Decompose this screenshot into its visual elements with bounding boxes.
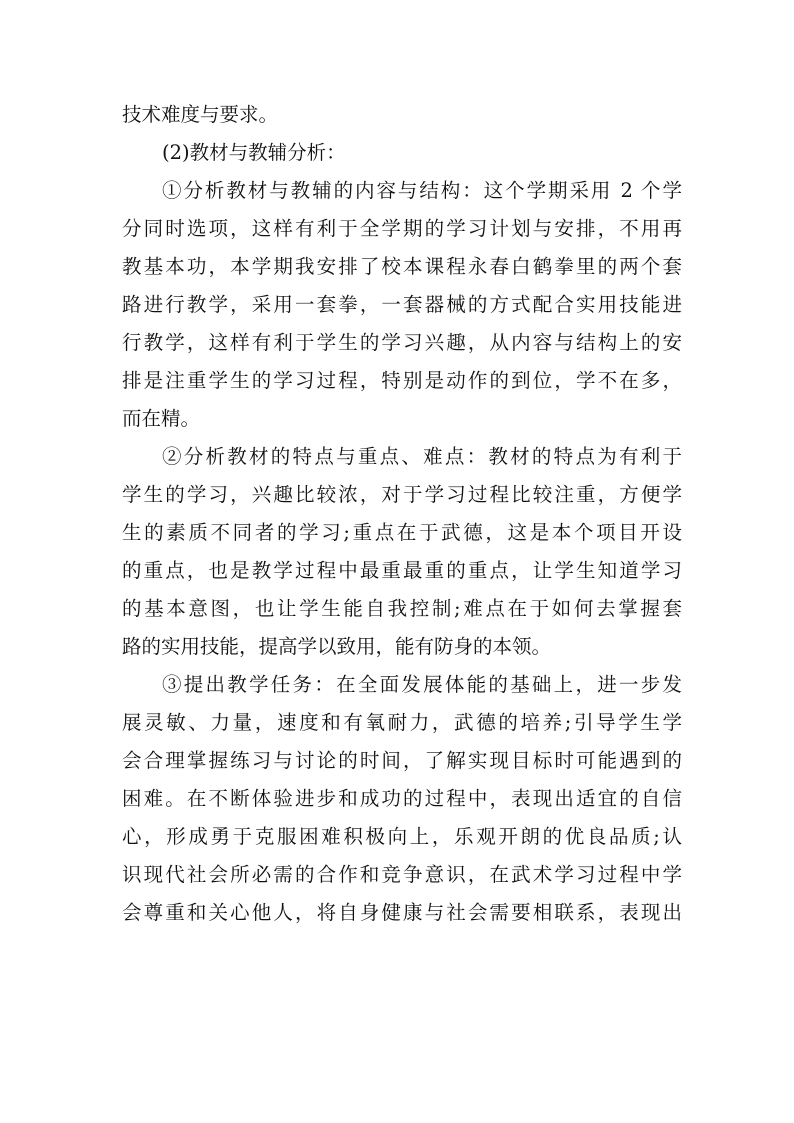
text-line: 识现代社会所必需的合作和竞争意识，在武术学习过程中学 [122,863,682,886]
text-line: 生的素质不同者的学习;重点在于武德，这是本个项目开设 [122,521,682,544]
text-line: 而在精。 [122,407,201,430]
text-line: 学生的学习，兴趣比较浓，对于学习过程比较注重，方便学 [122,483,682,506]
text-line: 困难。在不断体验进步和成功的过程中，表现出适宜的自信 [122,787,682,810]
text-line: 行教学，这样有利于学生的学习兴趣，从内容与结构上的安 [122,331,682,354]
text-line: ①分析教材与教辅的内容与结构：这个学期采用 2 个学 [162,179,682,202]
text-line: 展灵敏、力量，速度和有氧耐力，武德的培养;引导学生学 [122,711,682,734]
text-line: ②分析教材的特点与重点、难点：教材的特点为有利于 [162,445,682,468]
text-line: 分同时选项，这样有利于全学期的学习计划与安排，不用再 [122,217,682,240]
text-line: 会合理掌握练习与讨论的时间，了解实现目标时可能遇到的 [122,749,682,772]
text-line: 的重点，也是教学过程中最重最重的重点，让学生知道学习 [122,559,682,582]
section-heading: (2)教材与教辅分析： [162,141,346,164]
text-line: 路进行教学，采用一套拳，一套器械的方式配合实用技能进 [122,293,682,316]
text-line: 路的实用技能，提高学以致用，能有防身的本领。 [122,635,552,658]
text-line: 技术难度与要求。 [122,103,279,126]
text-line: 排是注重学生的学习过程，特别是动作的到位，学不在多， [122,369,682,392]
text-line: 心，形成勇于克服困难积极向上，乐观开朗的优良品质;认 [122,825,682,848]
document-body [122,96,682,932]
text-line: ③提出教学任务：在全面发展体能的基础上，进一步发 [162,673,682,696]
text-line: 教基本功，本学期我安排了校本课程永春白鹤拳里的两个套 [122,255,682,278]
text-line: 的基本意图，也让学生能自我控制;难点在于如何去掌握套 [122,597,682,620]
text-line: 会尊重和关心他人，将自身健康与社会需要相联系，表现出 [122,901,682,924]
